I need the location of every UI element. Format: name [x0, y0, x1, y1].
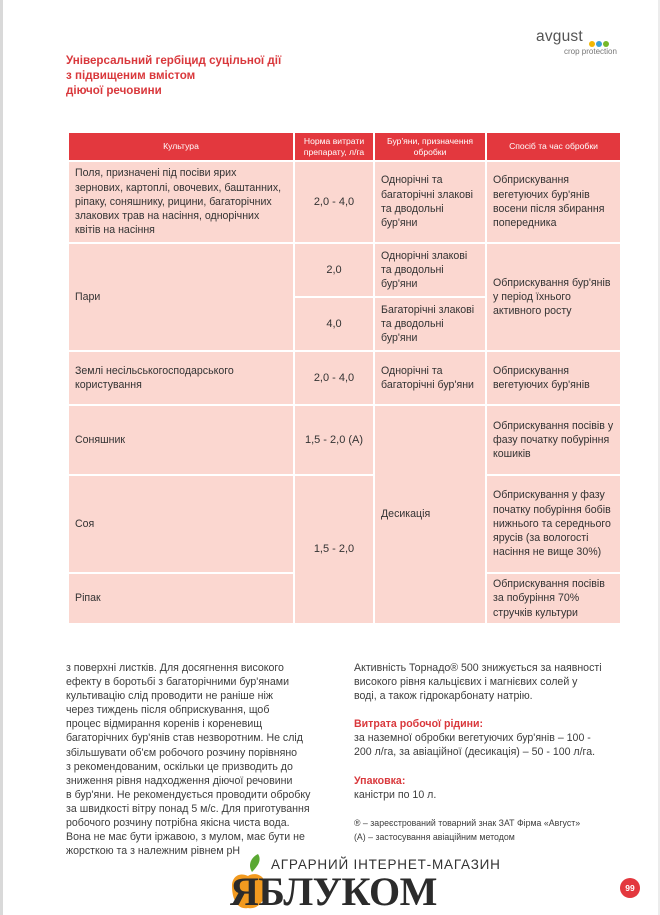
- body-line: через тиждень після обприскування, щоб: [66, 704, 270, 717]
- header-method: Спосіб та час обробки: [486, 132, 621, 161]
- body-line: культивацію слід проводити не раніше ніж: [66, 690, 273, 703]
- weeds-cell: Багаторічні злакові та дводольні бур'яни: [374, 297, 486, 351]
- page-left-edge: [0, 0, 3, 915]
- body-line: ефекту в боротьбі з багаторічними бур'янами: [66, 676, 289, 689]
- title-line: з підвищеним вмістом: [66, 69, 196, 82]
- body-line: збільшувати об'єм робочого розчину порівняно: [66, 746, 298, 759]
- avgust-logo: [536, 28, 636, 60]
- body-line: за швидкості вітру понад 5 м/с. Для приготування: [66, 802, 310, 815]
- rate-cell: 2,0 - 4,0: [294, 161, 374, 243]
- body-line: багаторічних бур'янів став незворотним. Не слід: [66, 732, 303, 745]
- title-line: діючої речовини: [66, 84, 162, 97]
- body-line: високого рівня кальцієвих і магнієвих солей у: [354, 676, 578, 689]
- packaging-heading: Упаковка:: [354, 774, 406, 787]
- crop-cell: Землі несільськогосподарського користування: [68, 351, 294, 405]
- method-cell: Обприскування у фазу початку побуріння бобів нижнього та середнього ярусів (за вологості насіння не вище 30%): [486, 475, 621, 573]
- header-weeds: Бур'яни, призначення обробки: [374, 132, 486, 161]
- right-body-text: [354, 661, 622, 844]
- method-cell: Обприскування бур'янів у період їхнього активного росту: [486, 243, 621, 351]
- table-row: [68, 351, 621, 405]
- footnote-aviation: (А) – застосування авіаційним методом: [354, 831, 515, 842]
- header-culture: Культура: [68, 132, 294, 161]
- weeds-cell: Однорічні злакові та дводольні бур'яни: [374, 243, 486, 297]
- rate-cell: 2,0: [294, 243, 374, 297]
- crop-cell: Соняшник: [68, 405, 294, 475]
- body-line: робочого розчину потрібна якісна чиста вода.: [66, 817, 290, 830]
- title-line: Універсальний гербіцид суцільної дії: [66, 54, 282, 67]
- body-line: Вона не має бути іржавою, з мулом, має бути не: [66, 831, 305, 844]
- weeds-cell: Однорічні та багаторічні бур'яни: [374, 351, 486, 405]
- crop-cell: Ріпак: [68, 573, 294, 624]
- body-line: процес відмирання коренів і кореневищ: [66, 718, 263, 731]
- table-row: [68, 243, 621, 297]
- consumption-heading: Витрата робочої рідини:: [354, 718, 484, 731]
- logo-subtitle: crop protection: [564, 47, 617, 56]
- weeds-cell: Десикація: [374, 405, 486, 624]
- table-header-row: [68, 132, 621, 161]
- crop-cell: Пари: [68, 243, 294, 351]
- rate-cell: 1,5 - 2,0 (А): [294, 405, 374, 475]
- method-cell: Обприскування посівів за побуріння 70% стручків культури: [486, 573, 621, 624]
- logo-word: avgust: [536, 28, 583, 45]
- page-number: 99: [620, 878, 640, 898]
- body-line: жорсткою та з належним рівнем pH: [66, 845, 241, 858]
- method-cell: Обприскування посівів у фазу початку побуріння кошиків: [486, 405, 621, 475]
- body-line: з поверхні листків. Для досягнення високого: [66, 662, 284, 674]
- watermark-shop-text: АГРАРНИЙ ІНТЕРНЕТ-МАГАЗИН: [271, 857, 501, 872]
- rate-cell: 2,0 - 4,0: [294, 351, 374, 405]
- body-line: воді, а також гідрокарбонату натрію.: [354, 690, 533, 703]
- table-row: [68, 405, 621, 475]
- rate-cell: 4,0: [294, 297, 374, 351]
- packaging-text: каністри по 10 л.: [354, 788, 437, 801]
- crop-cell: Соя: [68, 475, 294, 573]
- table-row: [68, 161, 621, 243]
- method-cell: Обприскування вегетуючих бур'янів восени після збирання попередника: [486, 161, 621, 243]
- body-line: з рекомендованим, оскільки це призводить до: [66, 760, 293, 773]
- body-line: в бур'яни. Не рекомендується проводити обробку: [66, 788, 311, 801]
- body-line: зниження рівня надходження діючої речовини: [66, 774, 293, 787]
- method-cell: Обприскування вегетуючих бур'янів: [486, 351, 621, 405]
- application-table: [67, 131, 622, 625]
- body-line: за наземної обробки вегетуючих бур'янів – 100 -: [354, 732, 591, 745]
- page-title: [66, 53, 366, 98]
- body-line: 200 л/га, за авіаційної (десикація) – 50 - 100 л/га.: [354, 746, 596, 759]
- weeds-cell: Однорічні та багаторічні злакові та дводольні бур'яни: [374, 161, 486, 243]
- rate-cell: 1,5 - 2,0: [294, 475, 374, 624]
- crop-cell: Поля, призначені під посіви ярих зернових, картоплі, овочевих, баштанних, ріпаку, соняшнику, рицини, багаторічних злакових трав на насіння, однорічних квітів на насіння: [68, 161, 294, 243]
- header-rate: Норма витрати препарату, л/га: [294, 132, 374, 161]
- watermark-brand: ЯБЛУКОМ: [230, 869, 437, 914]
- body-line: Активність Торнадо® 500 знижується за наявності: [354, 662, 602, 674]
- footnote-trademark: ® – зареєстрований товарний знак ЗАТ Фірма «Август»: [354, 817, 581, 828]
- table-row: [68, 475, 621, 573]
- left-body-text: [66, 661, 330, 858]
